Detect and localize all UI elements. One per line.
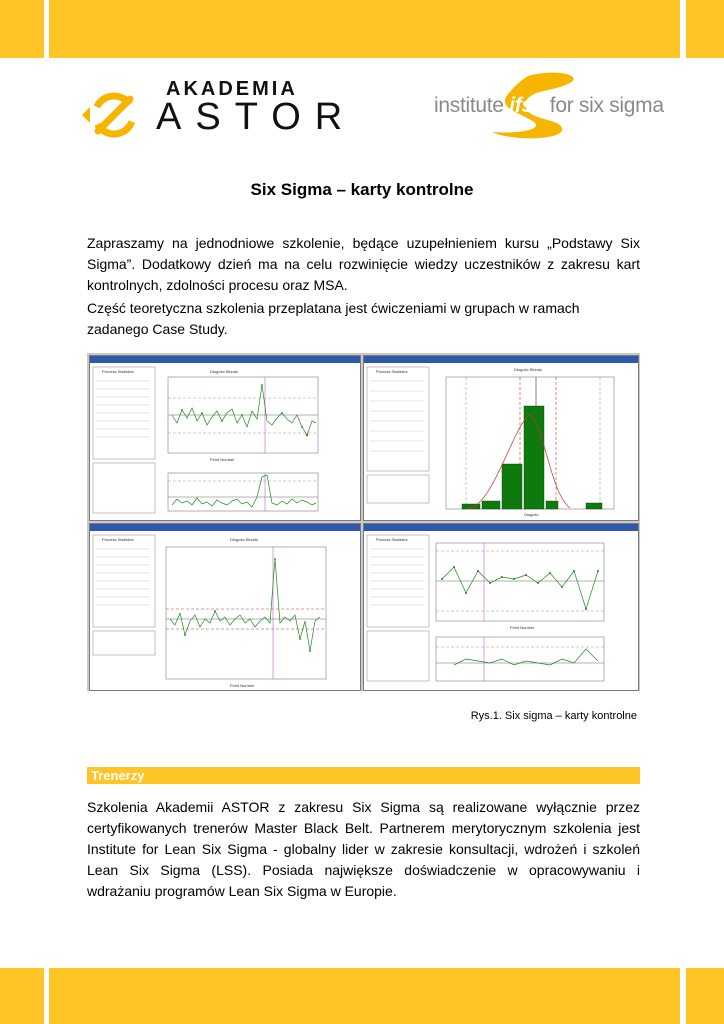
- values-chart: [90, 531, 360, 690]
- chart-title: Długość:Strzału: [210, 369, 239, 374]
- astor-emblem-icon: [80, 78, 154, 148]
- trainers-paragraph: Szkolenia Akademii ASTOR z zakresu Six Sigma są realizowane wyłącznie przez certyfikowanych trenerów Master Black Belt. Partnerem merytorycznym szkolenia jest Institute for Lean Six Sigma - globalny lider w zakresie konsultacji, wdrożeń i szkoleń Lean Six Sigma (LSS). Posiada największe doświadczenie w opracowywaniu i wdrażaniu programów Lean Six Sigma w Europie.: [87, 799, 640, 899]
- short-run-chart: [364, 531, 638, 690]
- ifss-logo-left: institute: [434, 94, 504, 117]
- stats-title: Process Statistics: [376, 537, 408, 542]
- stats-title: Process Statistics: [102, 369, 134, 374]
- ifss-logo: [430, 70, 664, 140]
- x-axis-label: Point Number: [230, 683, 255, 688]
- control-charts-figure: [87, 353, 640, 691]
- page-title: Six Sigma – karty kontrolne: [250, 180, 474, 199]
- x-axis-label: Point Number: [210, 457, 235, 462]
- x-axis-label: Point Number: [510, 625, 535, 630]
- histogram-chart: [364, 363, 638, 520]
- bottom-band-left: [0, 968, 44, 1024]
- top-band-left: [0, 0, 44, 58]
- window-titlebar: [90, 524, 360, 531]
- ifss-logo-text: [434, 94, 664, 118]
- intro-paragraph-1: Zapraszamy na jednodniowe szkolenie, będące uzupełnieniem kursu „Podstawy Six Sigma”. Dodatkowy dzień ma na celu rozwinięcie wiedzy uczestników z zakresu kart kontrolnych, zdolności procesu oraz MSA.: [87, 235, 640, 293]
- ifss-logo-middle: ifss: [509, 94, 545, 117]
- chart-title: Długość:Strzału: [514, 367, 543, 372]
- window-titlebar: [90, 356, 360, 363]
- window-titlebar: [364, 524, 638, 531]
- astor-logo-line1: AKADEMIA: [166, 78, 298, 100]
- control-chart-panel-2: [363, 355, 639, 521]
- bottom-band-center: [49, 968, 680, 1024]
- control-chart-panel-4: [363, 523, 639, 691]
- stats-title: Process Statistics: [102, 537, 134, 542]
- top-band-center: [49, 0, 680, 58]
- astor-logo: [80, 78, 357, 148]
- ifss-logo-right: for six sigma: [549, 94, 664, 117]
- bottom-band-right: [686, 968, 724, 1024]
- intro-paragraph-2: Część teoretyczna szkolenia przeplatana jest ćwiczeniami w grupach w ramach zadanego Case Study.: [87, 300, 580, 337]
- top-band-right: [686, 0, 724, 58]
- stats-title: Process Statistics: [376, 369, 408, 374]
- figure-caption: Rys.1. Six sigma – karty kontrolne: [470, 710, 637, 722]
- control-chart-panel-1: [89, 355, 361, 521]
- control-chart-panel-3: [89, 523, 361, 691]
- window-titlebar: [364, 356, 638, 363]
- x-axis-label: Długość: [524, 512, 539, 517]
- astor-logo-line2: ASTOR: [156, 96, 357, 138]
- individuals-chart: [90, 363, 360, 520]
- trainers-section-heading: [87, 767, 640, 784]
- trainers-heading-text: Trenerzy: [91, 768, 145, 783]
- chart-title: Długość:Strzału: [230, 537, 259, 542]
